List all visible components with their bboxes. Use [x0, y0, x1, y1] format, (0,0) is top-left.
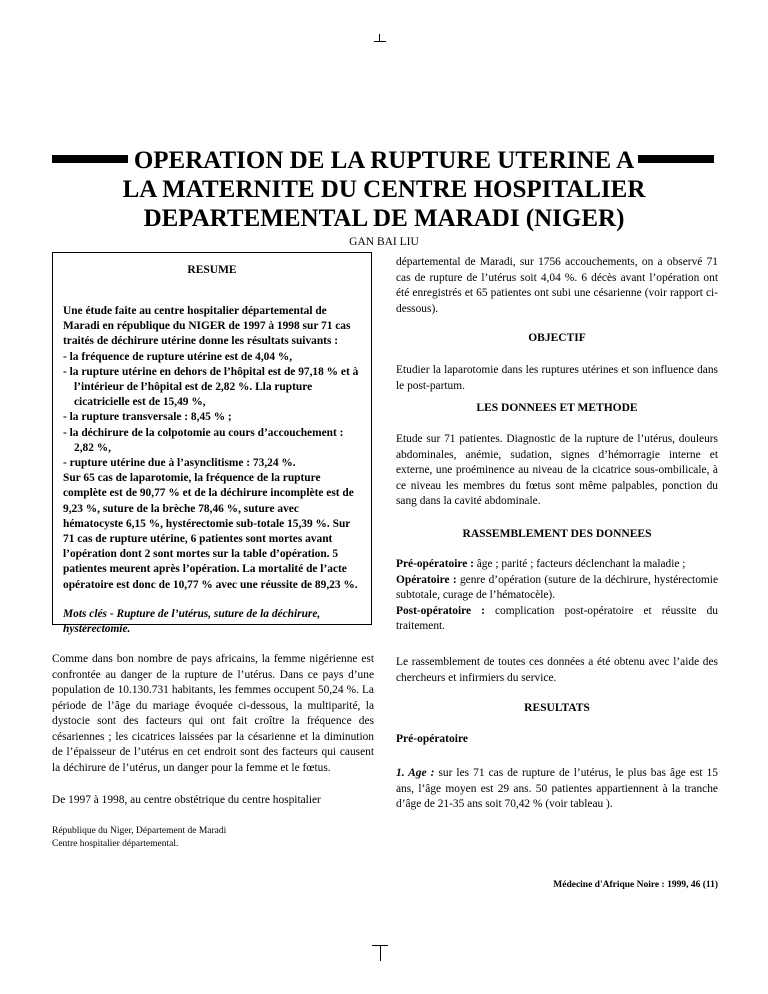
crop-mark-top: [374, 34, 386, 42]
pre-operatoire-line: [396, 557, 718, 573]
operatoire-text: genre d’opération (suture de la déchirure, hystérectomie subtotale, curage de l’hématocèle).: [396, 573, 719, 601]
title-bar-left: [52, 155, 128, 163]
abstract-box: [52, 252, 372, 636]
abstract-item: - la rupture utérine en dehors de l’hôpital est de 97,18 % et à l’intérieur de l’hôpital est de 2,82 %. Lla rupture cicatricielle est de 15,49 %,: [63, 365, 359, 409]
post-operatoire-label: Post-opératoire :: [396, 604, 485, 617]
intro-paragraph-2-start: De 1997 à 1998, au centre obstétrique du centre hospitalier: [52, 794, 321, 806]
objectif-text: Etudier la laparotomie dans les ruptures utérines et son influence dans le post-partum.: [396, 364, 718, 392]
intro-paragraph-1: Comme dans bon nombre de pays africains, la femme nigérienne est confrontée au danger de la rupture de l’utérus. Dans ce pays d’une population de 10.130.731 habitants, les femmes occupent 50,24 %. La période de l’âge du mariage évoquée ci-dessous, la multiparité, la dystocie sont des facteurs qui ont fait croître la fréquence des césariennes ; les cicatrices laissées par la césarienne et la diminution de l’épaisseur de l’utérus en cet endroit sont des facteurs qui causent la déchirure de l’utérus, un danger pour la femme et le fœtus.: [52, 653, 374, 774]
author: GAN BAI LIU: [349, 236, 419, 248]
crop-mark-bottom: [372, 945, 388, 961]
abstract-intro: Une étude faite au centre hospitalier départemental de Maradi en république du NIGER de 1997 à 1998 sur 71 cas traités de déchirure utérine donne les résultats suivants :: [63, 305, 351, 348]
page-title: [120, 146, 648, 233]
abstract-item: - la déchirure de la colpotomie au cours d’accouchement : 2,82 %,: [63, 426, 344, 454]
keywords: Mots clés - Rupture de l’utérus, suture de la déchirure, hystérectomie.: [63, 607, 321, 636]
post-operatoire-line: [396, 604, 718, 635]
abstract-heading: RESUME: [187, 264, 237, 276]
operatoire-label: Opératoire :: [396, 573, 457, 586]
rassemblement-list: [396, 557, 718, 635]
title-line-2: LA MATERNITE DU CENTRE HOSPITALIER: [122, 176, 646, 203]
donnees-heading: LES DONNEES ET METHODE: [476, 402, 638, 414]
intro-paragraph-2-cont: départemental de Maradi, sur 1756 accouchements, on a observé 71 cas de rupture de l’utérus soit 4,04 %. 6 décès avant l’opération ont été enregistrés et 65 patientes ont subi une césarienne (voir rapport ci-dessous).: [396, 256, 718, 315]
title-bar-right: [638, 155, 714, 163]
resultats-heading: RESULTATS: [524, 702, 590, 714]
abstract-item: - rupture utérine due à l’asynclitisme : 73,24 %.: [63, 457, 296, 470]
age-paragraph: [396, 766, 718, 813]
title-line-1: OPERATION DE LA RUPTURE UTERINE A: [133, 147, 635, 174]
operatoire-line: [396, 573, 718, 604]
abstract-item: - la fréquence de rupture utérine est de 4,04 %,: [63, 350, 293, 363]
footnote-line-1: République du Niger, Département de Maradi: [52, 826, 227, 836]
post-operatoire-text: complication post-opératoire et réussite du traitement.: [396, 604, 718, 632]
pre-operatoire-label: Pré-opératoire :: [396, 558, 474, 570]
objectif-heading: OBJECTIF: [528, 332, 586, 344]
journal-citation: Médecine d'Afrique Noire : 1999, 46 (11): [553, 880, 718, 890]
resultats-subheading: Pré-opératoire: [396, 733, 468, 745]
pre-operatoire-text: âge ; parité ; facteurs déclenchant la maladie ;: [473, 558, 686, 570]
rassemblement-paragraph: Le rassemblement de toutes ces données a été obtenu avec l’aide des chercheurs et infirmiers du service.: [396, 656, 718, 684]
abstract-body: [63, 304, 361, 593]
footnote: [52, 825, 226, 851]
age-label: 1. Age :: [396, 767, 435, 779]
age-text: sur les 71 cas de rupture de l’utérus, le plus bas âge est 15 ans, l’âge moyen est 29 ans. 50 patientes appartiennent à la tranche d’âge de 21-35 ans soit 70,42 % (voir tableau ).: [396, 767, 718, 810]
title-line-3: DEPARTEMENTAL DE MARADI (NIGER): [143, 205, 625, 232]
rassemblement-heading: RASSEMBLEMENT DES DONNEES: [462, 528, 652, 540]
abstract-item: - la rupture transversale : 8,45 % ;: [63, 411, 232, 424]
footnote-line-2: Centre hospitalier départemental.: [52, 839, 179, 849]
donnees-text: Etude sur 71 patientes. Diagnostic de la rupture de l’utérus, douleurs abdominales, anémie, sudation, signes d’hémorragie interne et externe, une proéminence au niveau de la cicatrice sous-ombilicale, à ce niveau les membres du fœtus sont même palpables, ponction du sang dans la cavité abdominale.: [396, 433, 718, 507]
abstract-conclusion: Sur 65 cas de laparotomie, la fréquence de la rupture complète est de 90,77 % et de la déchirure incomplète est de 9,23 %, suture de la brèche 78,46 %, suture avec hématocyste 6,15 %, hystérectomie sub-totale 15,39 %. Sur 71 cas de rupture utérine, 6 patientes sont mortes avant l’opération dont 2 sont mortes sur la table d’opération. 5 patientes meurent après l’opération. La mortalité de l’acte opératoire est donc de 10,77 % avec une réussite de 89,23 %.: [63, 472, 358, 591]
